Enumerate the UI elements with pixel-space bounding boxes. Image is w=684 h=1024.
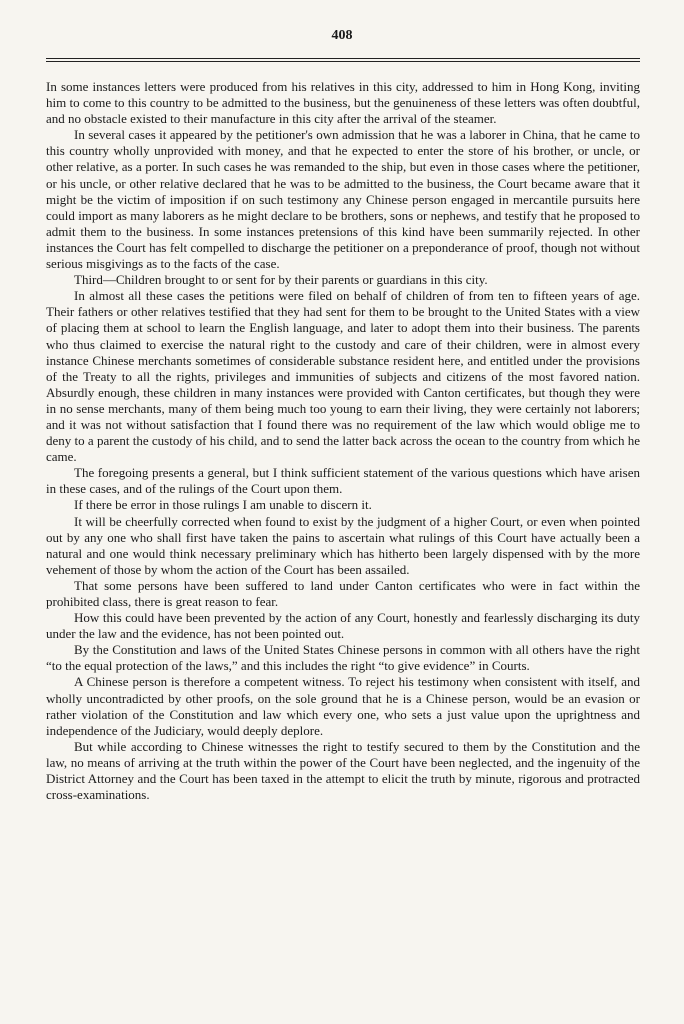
- paragraph: In several cases it appeared by the petitioner's own admission that he was a laborer in China, that he came to this country wholly unprovided with money, and that he expected to enter the store of his brother, or uncle, or other relative, as a porter. In such cases he was remanded to the ship, but even in those cases where the petitioner, or his uncle, or other relative declared that he was to be admitted to the business, the Court became aware that it might be the victim of imposition if on such testimony any Chinese person engaged in mercantile pursuits here could import as many laborers as he might declare to be brothers, sons or nephews, and testify that he proposed to admit them to the business. In some instances pretensions of this kind have been summarily rejected. In other instances the Court has felt compelled to discharge the petitioner on a preponderance of proof, though not without serious misgivings as to the facts of the case.: [46, 127, 640, 272]
- paragraph: The foregoing presents a general, but I think sufficient statement of the various questions which have arisen in these cases, and of the rulings of the Court upon them.: [46, 465, 640, 497]
- paragraph: In some instances letters were produced from his relatives in this city, addressed to him in Hong Kong, inviting him to come to this country to be admitted to the business, but the genuineness of these letters was often doubtful, and no obstacle existed to their manufacture in this city after the arrival of the steamer.: [46, 79, 640, 127]
- paragraph: How this could have been prevented by the action of any Court, honestly and fearlessly discharging its duty under the law and the evidence, has not been pointed out.: [46, 610, 640, 642]
- page-number: 408: [331, 28, 353, 43]
- paragraph: Third—Children brought to or sent for by their parents or guardians in this city.: [74, 272, 488, 288]
- paragraph: It will be cheerfully corrected when found to exist by the judgment of a higher Court, or even when pointed out by any one who shall first have taken the pains to ascertain what rulings of this Court have actually been a natural and one would think necessary preliminary which has hitherto been largely dispensed with by the more vehement of those by whom the action of the Court has been assailed.: [46, 513, 640, 577]
- header-rule: [46, 58, 640, 59]
- paragraph: A Chinese person is therefore a competent witness. To reject his testimony when consistent with itself, and wholly uncontradicted by other proofs, on the sole ground that he is a Chinese person, would be an evasion or rather violation of the Constitution and law which every one, who sets a just value upon the uprightness and independence of the Judiciary, would deeply deplore.: [46, 674, 640, 738]
- paragraph: By the Constitution and laws of the United States Chinese persons in common with all others have the right “to the equal protection of the laws,” and this includes the right “to give evidence” in Courts.: [46, 642, 640, 674]
- header-rule-double: [46, 61, 640, 62]
- paragraph: In almost all these cases the petitions were filed on behalf of children of from ten to fifteen years of age. Their fathers or other relatives testified that they had sent for them to be brought to the United States with a view of placing them at school to learn the English language, and later to adopt them into their business. The parents who thus claimed to exercise the natural right to the custody and care of their children, were in almost every instance Chinese merchants sometimes of considerable substance resident here, and entitled under the provisions of the Treaty to all the rights, privileges and immunities of subjects and citizens of the most favored nation. Absurdly enough, these children in many instances were provided with Canton certificates, but though they were in no sense merchants, many of them being much too young to earn their living, they were certainly not laborers; and it was not without satisfaction that I found there was no requirement of the law which would oblige me to deny to a parent the custody of his child, and to send the latter back across the ocean to the country from which he came.: [46, 288, 640, 465]
- paragraph: But while according to Chinese witnesses the right to testify secured to them by the Constitution and the law, no means of arriving at the truth within the power of the Court have been neglected, and the ingenuity of the District Attorney and the Court has been taxed in the attempt to elicit the truth by minute, rigorous and protracted cross-examinations.: [46, 738, 640, 803]
- paragraph: If there be error in those rulings I am unable to discern it.: [74, 497, 372, 513]
- body-text: [46, 79, 640, 803]
- paragraph: That some persons have been suffered to land under Canton certificates who were in fact within the prohibited class, there is great reason to fear.: [46, 577, 640, 609]
